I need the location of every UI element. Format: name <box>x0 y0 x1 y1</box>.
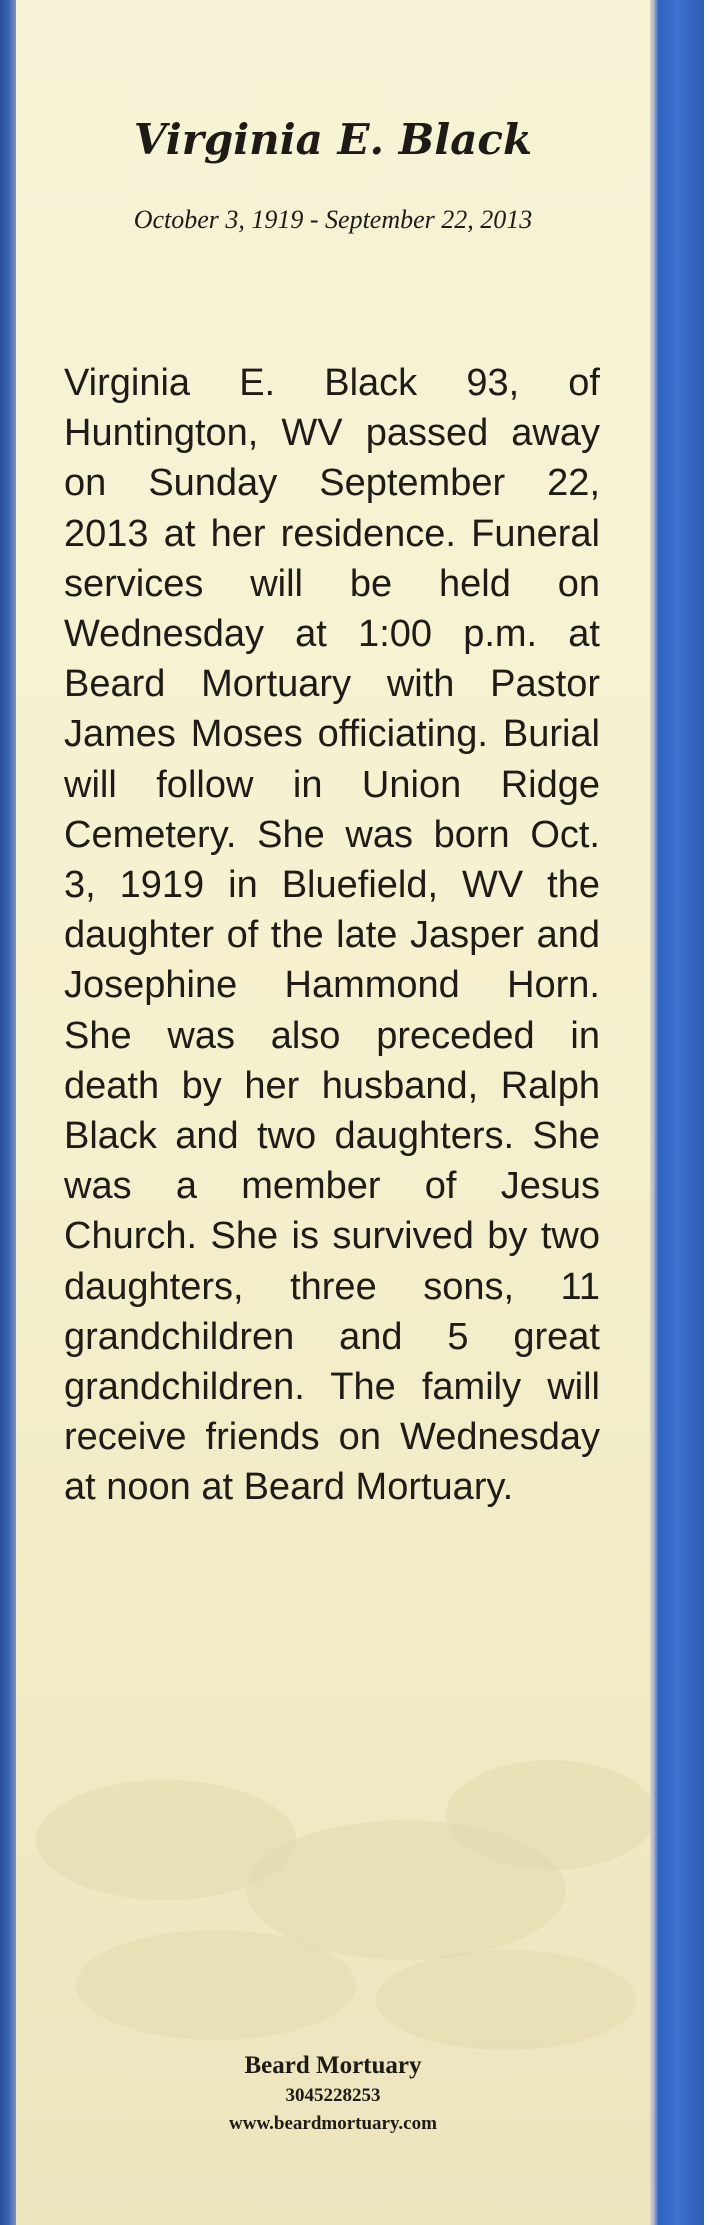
mortuary-phone: 3045228253 <box>285 2085 381 2106</box>
mortuary-name: Beard Mortuary <box>244 2052 422 2079</box>
obituary-text: Virginia E. Black 93, of Huntington, WV passed away on Sunday September 22, 2013 at her residence. Funeral services will be held on Wednesday at 1:00 p.m. at Beard Mortuary with Pastor James Moses officiating. Burial will follow in Union Ridge Cemetery. She was born Oct. 3, 1919 in Bluefield, WV the daughter of the late Jasper and Josephine Hammond Horn. She was also preceded in death by her husband, Ralph Black and two daughters. She was a member of Jesus Church. She is survived by two daughters, three sons, 11 grandchildren and 5 great grandchildren. The family will receive friends on Wednesday at noon at Beard Mortuary. <box>64 362 600 1509</box>
mortuary-website: www.beardmortuary.com <box>229 2113 437 2134</box>
life-dates: October 3, 1919 - September 22, 2013 <box>133 205 533 234</box>
right-blue-border <box>650 0 704 2225</box>
deceased-name: Virginia E. Black <box>133 115 533 164</box>
left-blue-border <box>0 0 16 2225</box>
mortuary-footer <box>16 2050 650 2138</box>
